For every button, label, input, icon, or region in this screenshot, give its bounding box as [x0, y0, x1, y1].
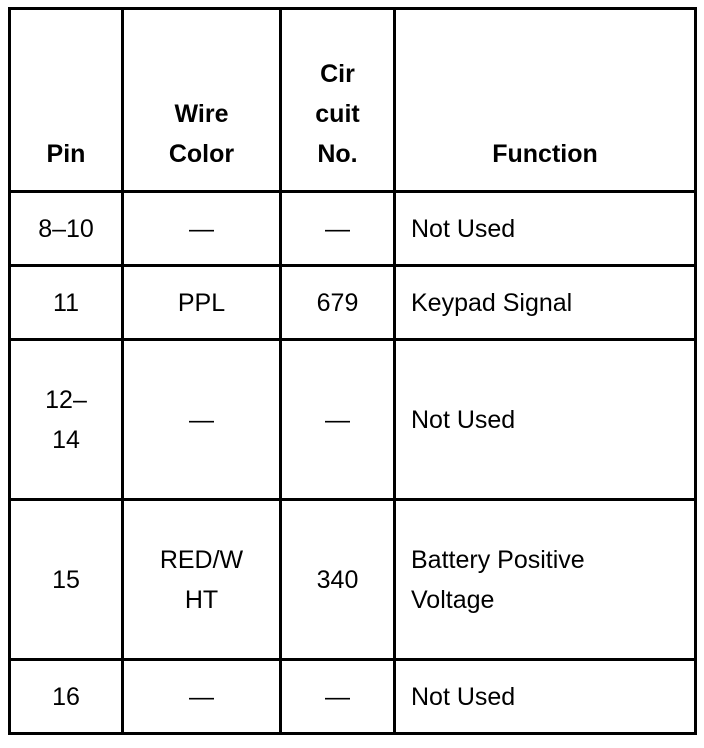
header-function-label: Function	[492, 140, 598, 168]
table-row	[10, 500, 696, 660]
cell-wire-color-line2: HT	[184, 585, 219, 614]
header-circuit-line3: No.	[317, 140, 358, 168]
cell-wire-color	[123, 500, 281, 660]
cell-wire-color: —	[123, 660, 281, 734]
header-wire-color-line2: Color	[168, 140, 235, 168]
cell-circuit: 679	[281, 266, 395, 340]
cell-function: Not Used	[395, 192, 696, 266]
header-pin-label: Pin	[46, 140, 86, 168]
cell-circuit: 340	[281, 500, 395, 660]
table-row	[10, 340, 696, 500]
header-circuit-no	[281, 9, 395, 192]
cell-pin-line1: 12–	[45, 385, 87, 414]
cell-circuit: —	[281, 660, 395, 734]
connector-pinout-table	[8, 7, 697, 735]
cell-function: Not Used	[395, 660, 696, 734]
cell-circuit: —	[281, 192, 395, 266]
cell-pin-line2: 14	[52, 425, 80, 454]
cell-wire-color: —	[123, 340, 281, 500]
header-wire-color	[123, 9, 281, 192]
cell-pin: 16	[10, 660, 123, 734]
cell-function	[395, 500, 696, 660]
header-circuit-line2: cuit	[315, 100, 360, 128]
cell-wire-color: PPL	[123, 266, 281, 340]
table-row	[10, 660, 696, 734]
cell-pin: 11	[10, 266, 123, 340]
cell-wire-color-line1: RED/W	[159, 545, 244, 574]
table-header-row	[10, 9, 696, 192]
header-circuit-line1: Cir	[320, 60, 355, 88]
cell-function-line2: Voltage	[411, 585, 495, 614]
table-row	[10, 266, 696, 340]
cell-circuit: —	[281, 340, 395, 500]
table-row	[10, 192, 696, 266]
cell-pin: 15	[10, 500, 123, 660]
cell-wire-color: —	[123, 192, 281, 266]
cell-function-line1: Battery Positive	[411, 545, 585, 574]
header-pin	[10, 9, 123, 192]
cell-pin	[10, 340, 123, 500]
cell-function: Not Used	[395, 340, 696, 500]
cell-pin: 8–10	[10, 192, 123, 266]
header-function	[395, 9, 696, 192]
cell-function: Keypad Signal	[395, 266, 696, 340]
header-wire-color-line1: Wire	[174, 100, 229, 128]
